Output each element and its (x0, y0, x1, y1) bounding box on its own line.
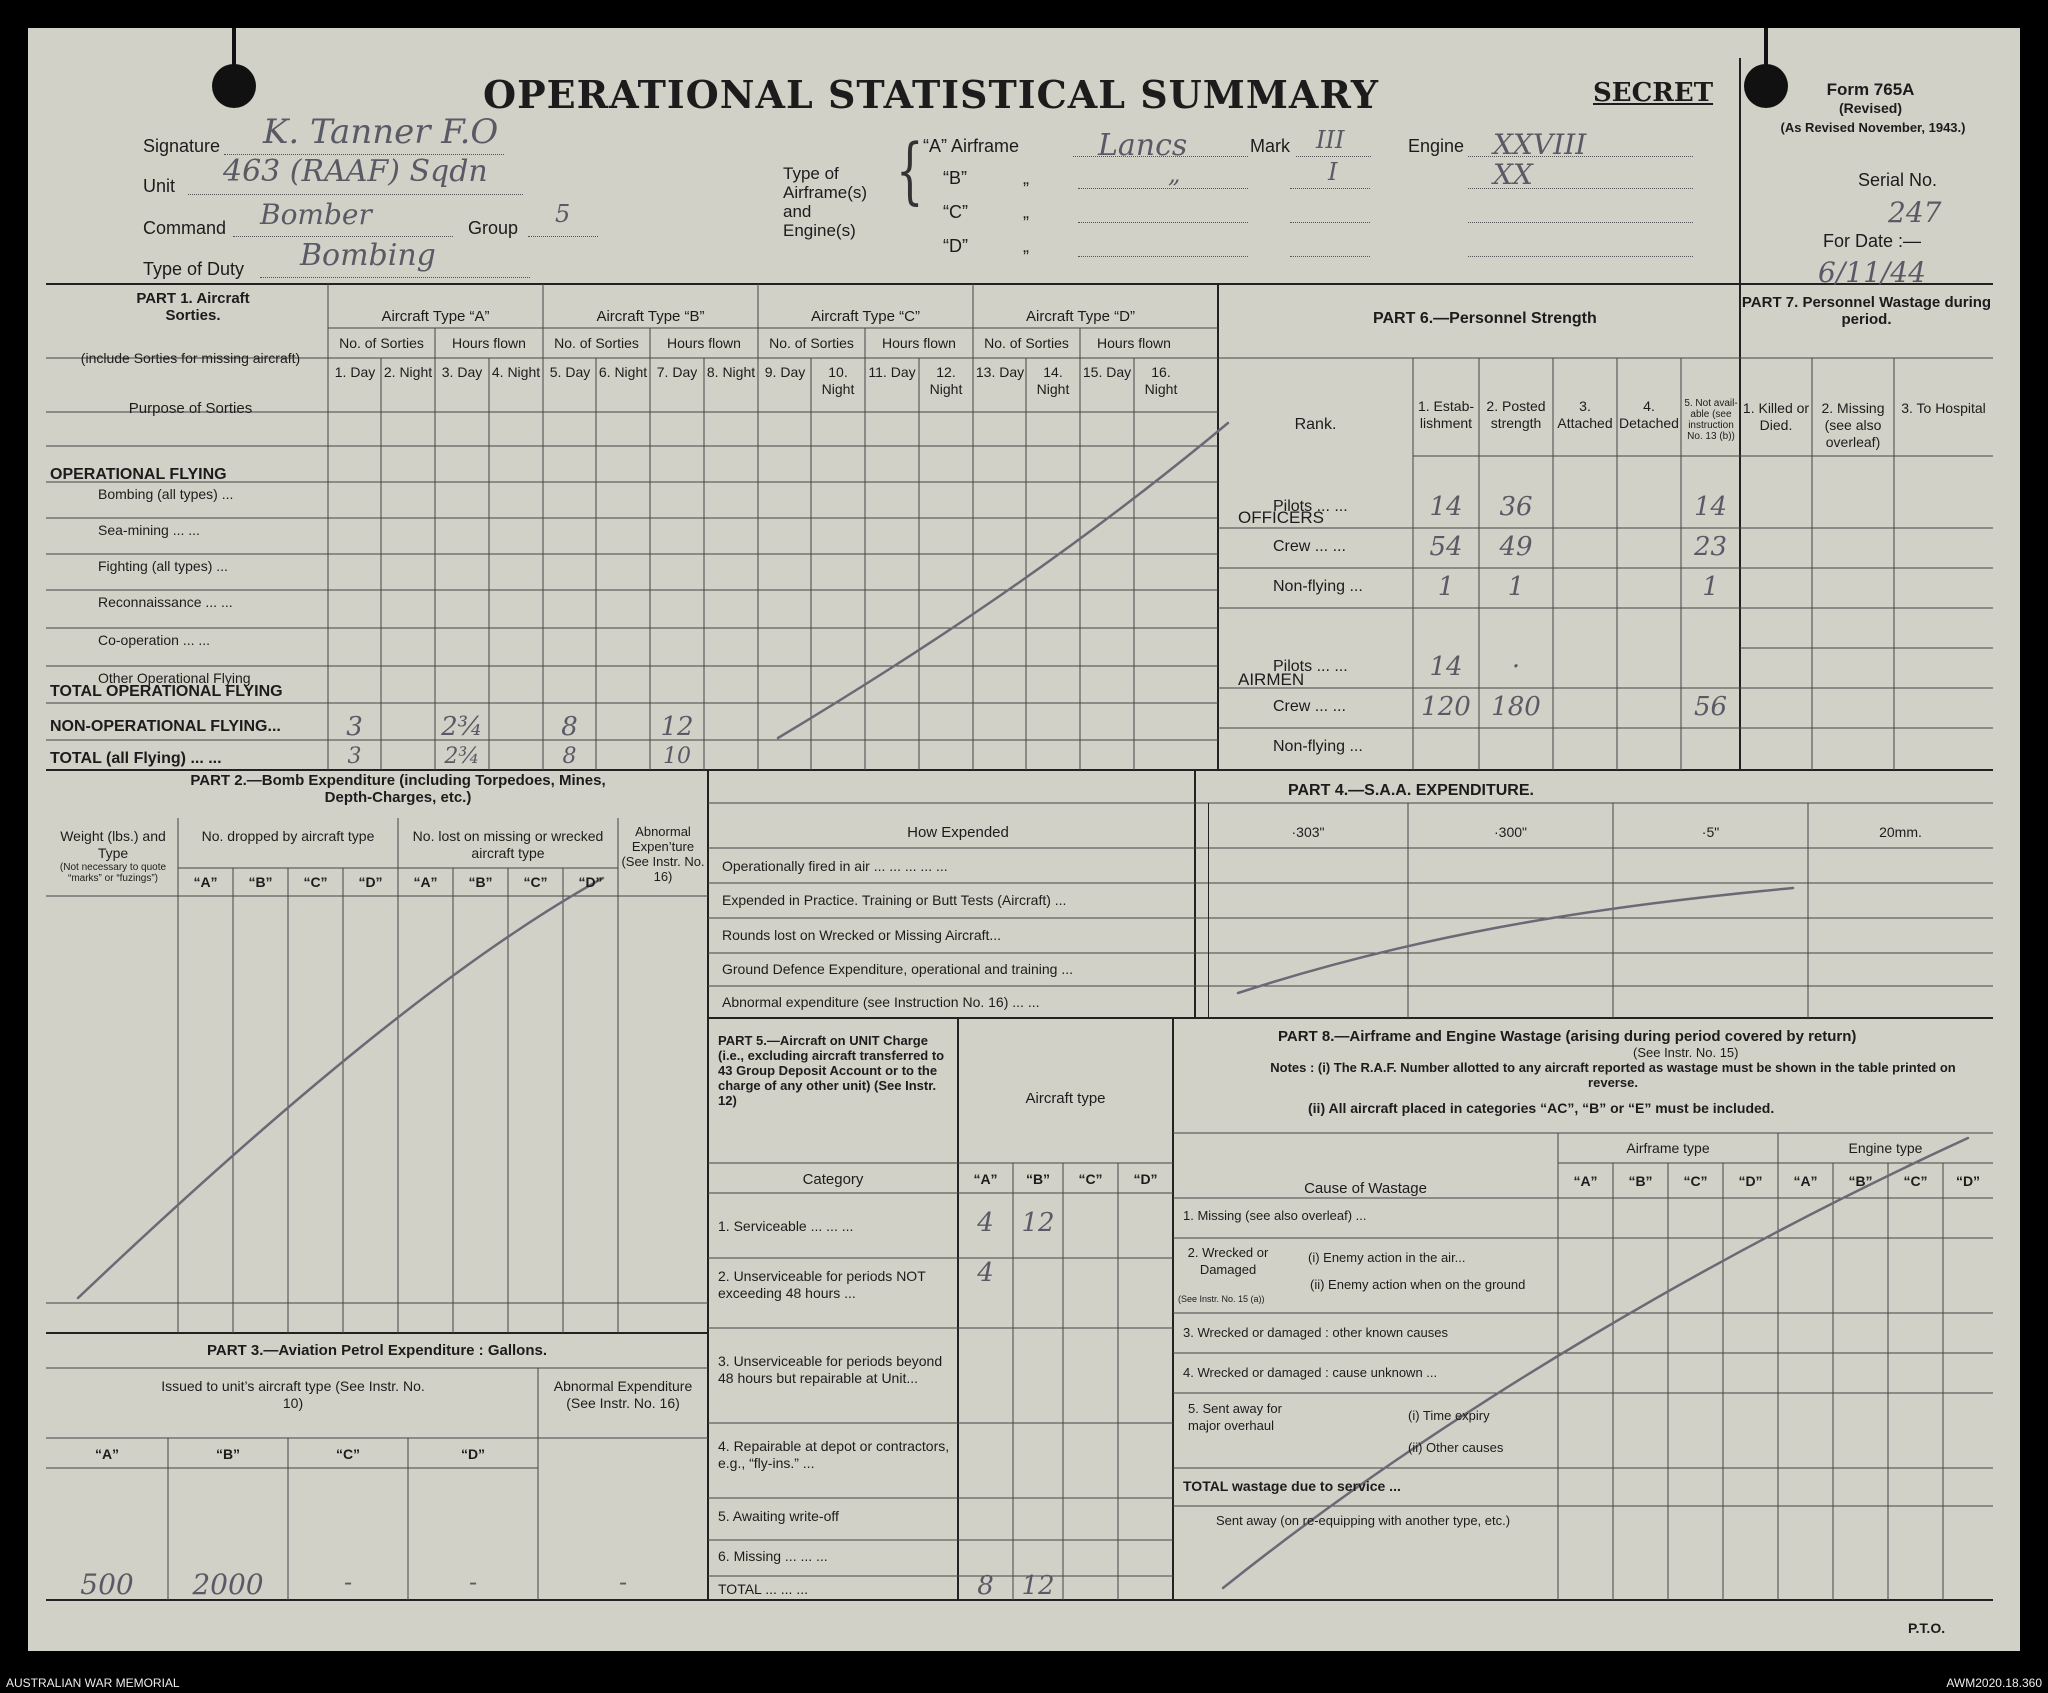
row-b-airframe[interactable]: „ (1168, 160, 1181, 188)
weight-type-col: Weight (lbs.) and Type (60, 828, 166, 861)
aircraft-count-a[interactable]: 4 (977, 1208, 994, 1238)
sortie-col-4: 4. Night (491, 364, 541, 380)
missing-col: 2. Missing (see also overleaf) (1821, 400, 1885, 450)
duty-value[interactable]: Bombing (300, 238, 436, 273)
part1-title: PART 1. Aircraft Sorties. (136, 290, 250, 324)
signature-label: Signature (143, 136, 221, 156)
airframe-engine-label: Type of Airframe(s) and Engine(s) (783, 164, 868, 240)
saa-row: Ground Defence Expenditure, operational and training ... (722, 961, 1074, 977)
wastage-type-engine: “C” (1903, 1173, 1928, 1189)
sortie-col-9: 9. Day (764, 364, 806, 380)
sortie-col-5: 5. Day (549, 364, 591, 380)
sortie-col-11: 11. Day (868, 364, 916, 380)
sortie-col-1: 1. Day (334, 364, 376, 380)
part6-title: PART 6.—Personnel Strength (1373, 310, 1597, 327)
command-line (233, 236, 453, 237)
secret-label: SECRET (1593, 78, 1714, 108)
type-a: “A” (193, 874, 218, 890)
form-revised: (Revised) (1838, 100, 1903, 116)
purpose-label: Purpose of Sorties (128, 400, 253, 417)
category-row: 5. Awaiting write-off (718, 1508, 839, 1524)
petrol-value-abnormal[interactable]: - (618, 1568, 628, 1596)
type-c: “C” (303, 874, 328, 890)
row-sea-mining: Sea-mining ... ... (98, 522, 200, 538)
type-d: “D” (578, 874, 603, 890)
wastage-type-engine: “B” (1848, 1173, 1873, 1189)
personnel-value[interactable]: 56 (1693, 692, 1728, 722)
duty-label: Type of Duty (143, 259, 245, 279)
sortie-col-2: 2. Night (383, 364, 433, 380)
saa-303: ·303" (1291, 824, 1325, 840)
row-b-key: “B” (943, 168, 967, 188)
estab-col: 1. Estab- lishment (1417, 398, 1475, 431)
part2-title: PART 2.—Bomb Expenditure (including Torpedoes, Mines, Depth-Charges, etc.) (190, 772, 606, 806)
not-available-col: 5. Not avail- able (see instruction No. 13 (b)) (1684, 398, 1738, 442)
row-d-line (1078, 256, 1248, 257)
signature-value[interactable]: K. Tanner F.O (263, 112, 499, 152)
row-a-mark-label: Mark (1250, 136, 1290, 156)
detached-col: 4. Detached (1619, 398, 1679, 431)
wastage-other-causes: 3. Wrecked or damaged : other known causes (1183, 1325, 1448, 1340)
group-label: Group (468, 218, 519, 238)
serial-value[interactable]: 247 (1888, 196, 1942, 229)
row-c-mark-line (1290, 222, 1370, 223)
form-sheet (28, 28, 2020, 1651)
aircraft-count-a[interactable]: 8 (977, 1571, 994, 1601)
airmen-heading: AIRMEN (1238, 670, 1305, 689)
category-row: 4. Repairable at depot or contractors, e.g., “fly-ins.” ... (718, 1438, 950, 1471)
no-sorties: No. of Sorties (769, 335, 854, 351)
nonop-sorties-b[interactable]: 8 (561, 712, 578, 742)
personnel-value[interactable]: 54 (1429, 532, 1463, 562)
personnel-row-label: Non-flying ... (1273, 578, 1363, 595)
sortie-col-6: 6. Night (598, 364, 648, 380)
personnel-value[interactable]: 1 (1507, 572, 1525, 602)
petrol-type-d: “D” (460, 1446, 486, 1462)
footer-right: AWM2020.18.360 (1946, 1676, 2042, 1690)
personnel-value[interactable]: · (1511, 652, 1521, 682)
wastage-type-airframe: “C” (1683, 1173, 1708, 1189)
personnel-row-label: Non-flying ... (1273, 738, 1363, 755)
personnel-value[interactable]: 1 (1702, 572, 1719, 602)
row-a-airframe[interactable]: Lancs (1098, 128, 1188, 163)
category-row: TOTAL ... ... ... (718, 1581, 808, 1597)
killed-col: 1. Killed or Died. (1742, 400, 1810, 433)
row-a-engine[interactable]: XXVIII (1493, 128, 1587, 161)
wastage-other: (ii) Other causes (1408, 1440, 1504, 1455)
wastage-time-expiry: (i) Time expiry (1408, 1408, 1490, 1423)
type-c: “C” (523, 874, 548, 890)
personnel-value[interactable]: 14 (1429, 652, 1463, 682)
petrol-value-a[interactable]: 500 (80, 1568, 134, 1601)
command-value[interactable]: Bomber (260, 198, 372, 231)
category-row: 2. Unserviceable for periods NOT exceeding 48 hours ... (718, 1268, 926, 1301)
no-sorties: No. of Sorties (339, 335, 424, 351)
saa-row: Abnormal expenditure (see Instruction No. 16) ... ... (722, 994, 1040, 1010)
wastage-overhaul: 5. Sent away for major overhaul (1188, 1401, 1282, 1433)
hours-flown: Hours flown (882, 335, 956, 351)
wastage-type-airframe: “D” (1738, 1173, 1763, 1189)
date-label: For Date :— (1823, 231, 1922, 251)
personnel-value[interactable]: 14 (1429, 492, 1463, 522)
personnel-row-label: Crew ... ... (1273, 698, 1346, 715)
sortie-col-12: 12. Night (929, 364, 963, 397)
wastage-wrecked: 2. Wrecked or Damaged (1187, 1245, 1269, 1277)
footer-left: AUSTRALIAN WAR MEMORIAL (6, 1676, 180, 1690)
row-c-line (1078, 222, 1248, 223)
aircraft-count-b[interactable]: 12 (1021, 1571, 1055, 1601)
total-value[interactable]: 8 (562, 744, 577, 769)
row-total-all-visible: TOTAL (all Flying) ... ... (50, 750, 222, 767)
op-flying-heading: OPERATIONAL FLYING (50, 466, 227, 483)
unit-value[interactable]: 463 (RAAF) Sqdn (223, 154, 488, 189)
part8-instr: (See Instr. No. 15) (1633, 1045, 1739, 1060)
p5-type-b: “B” (1025, 1171, 1051, 1187)
sortie-col-3: 3. Day (441, 364, 483, 380)
hours-flown: Hours flown (1097, 335, 1171, 351)
wastage-total: TOTAL wastage due to service ... (1183, 1478, 1401, 1494)
petrol-value-b[interactable]: 2000 (192, 1568, 264, 1601)
type-b: “B” (248, 874, 273, 890)
wastage-type-engine: “A” (1793, 1173, 1818, 1189)
personnel-value[interactable]: 1 (1437, 572, 1455, 602)
row-a-engine-label: Engine (1408, 136, 1465, 156)
petrol-type-c: “C” (335, 1446, 361, 1462)
aircraft-type-a: Aircraft Type “A” (381, 308, 490, 325)
category-row: 6. Missing ... ... ... (718, 1548, 828, 1564)
row-non-operational: NON-OPERATIONAL FLYING... (50, 718, 281, 735)
how-expended: How Expended (907, 824, 1009, 841)
total-value[interactable]: 3 (347, 744, 362, 769)
part5-title: PART 5.—Aircraft on UNIT Charge (i.e., excluding aircraft transferred to 43 Group Deposit Account or to the charge of any other unit) (See Instr. 12) (718, 1033, 945, 1108)
p5-type-d: “D” (1133, 1171, 1158, 1187)
part4-title: PART 4.—S.A.A. EXPENDITURE. (1288, 782, 1534, 799)
saa-row: Expended in Practice. Training or Butt Tests (Aircraft) ... (722, 892, 1067, 908)
airframe-type-label: Airframe type (1626, 1140, 1710, 1156)
command-label: Command (143, 218, 227, 238)
unit-line (188, 194, 523, 195)
weight-note: (Not necessary to quote “marks” or “fuzings”) (59, 862, 167, 884)
nonop-hours-b[interactable]: 12 (660, 712, 694, 742)
sortie-col-7: 7. Day (656, 364, 698, 380)
part7-title: PART 7. Personnel Wastage during period. (1741, 294, 1992, 328)
row-fighting: Fighting (all types) ... (98, 558, 228, 574)
nonop-sorties-a[interactable]: 3 (346, 712, 363, 742)
serial-label: Serial No. (1858, 170, 1938, 190)
wastage-type-airframe: “B” (1628, 1173, 1653, 1189)
row-c-engine-line (1468, 222, 1693, 223)
petrol-abnormal-col: Abnormal Expenditure (See Instr. No. 16) (553, 1378, 693, 1411)
aircraft-type-d: Aircraft Type “D” (1026, 308, 1135, 325)
wastage-type-airframe: “A” (1573, 1173, 1598, 1189)
no-sorties: No. of Sorties (984, 335, 1069, 351)
part8-note1: Notes : (i) The R.A.F. Number allotted to any aircraft reported as wastage must be shown in the table printed on reverse. (1270, 1060, 1956, 1090)
row-reconnaissance: Reconnaissance ... ... (98, 594, 233, 610)
aircraft-count-a[interactable]: 4 (977, 1258, 994, 1288)
nonop-hours-a[interactable]: 2¾ (441, 712, 483, 742)
saa-5: ·5" (1701, 824, 1720, 840)
attached-col: 3. Attached (1557, 398, 1613, 431)
brace: { (896, 128, 924, 212)
sortie-col-14: 14. Night (1036, 364, 1070, 397)
row-a-key: “A” Airframe (923, 136, 1020, 156)
row-c-key: “C” (943, 202, 968, 222)
type-a: “A” (413, 874, 438, 890)
aircraft-type-c: Aircraft Type “C” (811, 308, 920, 325)
posted-col: 2. Posted strength (1486, 398, 1546, 431)
saa-divider (1208, 803, 1209, 1018)
aircraft-type-b: Aircraft Type “B” (596, 308, 705, 325)
abnormal-col: Abnormal Expen’ture (See Instr. No. 16) (621, 824, 705, 884)
form-number: Form 765A (1826, 80, 1915, 99)
dropped-col: No. dropped by aircraft type (201, 828, 375, 844)
no-sorties: No. of Sorties (554, 335, 639, 351)
form-title: OPERATIONAL STATISTICAL SUMMARY (483, 72, 1379, 117)
personnel-row-label: Crew ... ... (1273, 538, 1346, 555)
row-co-operation: Co-operation ... ... (98, 632, 211, 648)
saa-20mm: 20mm. (1879, 824, 1922, 840)
issued-col: Issued to unit’s aircraft type (See Instr. No. 10) (161, 1378, 425, 1411)
personnel-row-label: Pilots ... ... (1273, 498, 1348, 515)
row-b-engine[interactable]: XX (1493, 158, 1533, 191)
part1-subtitle: (include Sorties for missing aircraft) (80, 350, 301, 366)
row-b-mark[interactable]: I (1328, 158, 1338, 186)
row-d-engine-line (1468, 256, 1693, 257)
petrol-value-d[interactable]: - (468, 1568, 478, 1596)
category-label: Category (802, 1171, 864, 1188)
unit-label: Unit (143, 176, 176, 196)
sortie-col-15: 15. Day (1082, 364, 1132, 380)
total-value[interactable]: 2¾ (444, 744, 480, 769)
duty-line (260, 277, 530, 278)
total-value[interactable]: 10 (663, 744, 691, 769)
row-d-key: “D” (943, 236, 968, 256)
lost-col: No. lost on missing or wrecked aircraft type (412, 828, 604, 861)
row-a-mark-line (1296, 156, 1371, 157)
group-line (528, 236, 598, 237)
category-row: 3. Unserviceable for periods beyond 48 hours but repairable at Unit... (718, 1353, 943, 1386)
personnel-value[interactable]: 36 (1499, 492, 1533, 522)
wastage-enemy-air: (i) Enemy action in the air... (1308, 1250, 1466, 1265)
form-revised-date: (As Revised November, 1943.) (1780, 120, 1966, 135)
rank-label: Rank. (1294, 416, 1337, 433)
aircraft-count-b[interactable]: 12 (1021, 1208, 1055, 1238)
row-total-operational: TOTAL OPERATIONAL FLYING (50, 683, 283, 700)
row-a-mark[interactable]: III (1316, 126, 1345, 154)
hours-flown: Hours flown (667, 335, 741, 351)
group-value[interactable]: 5 (555, 200, 571, 228)
pto-label: P.T.O. (1908, 1620, 1946, 1636)
part8-title: PART 8.—Airframe and Engine Wastage (arising during period covered by return) (1278, 1028, 1857, 1045)
personnel-row-label: Pilots ... ... (1273, 658, 1348, 675)
personnel-value[interactable]: 23 (1693, 532, 1728, 562)
personnel-value[interactable]: 14 (1693, 492, 1728, 522)
p5-type-a: “A” (973, 1171, 998, 1187)
row-b-mark-line (1290, 188, 1370, 189)
hours-flown: Hours flown (452, 335, 526, 351)
wastage-sent-away: Sent away (on re-equipping with another type, etc.) (1215, 1513, 1511, 1528)
petrol-value-c[interactable]: - (343, 1568, 353, 1596)
sortie-col-10: 10. Night (821, 364, 855, 397)
engine-type-label: Engine type (1848, 1140, 1923, 1156)
row-other-operational: Other Operational Flying (98, 670, 251, 686)
hospital-col: 3. To Hospital (1901, 400, 1986, 416)
personnel-value[interactable]: 120 (1421, 692, 1471, 722)
saa-300: ·300" (1494, 824, 1527, 840)
officers-heading: OFFICERS (1238, 508, 1324, 527)
row-b-line (1078, 188, 1248, 189)
p5-type-c: “C” (1078, 1171, 1103, 1187)
type-b: “B” (468, 874, 493, 890)
part8-note2: (ii) All aircraft placed in categories “AC”, “B” or “E” must be included. (1308, 1100, 1775, 1116)
row-b-ditto: „ (1023, 168, 1029, 188)
sortie-col-13: 13. Day (975, 364, 1025, 380)
date-value[interactable]: 6/11/44 (1818, 256, 1926, 289)
part3-title: PART 3.—Aviation Petrol Expenditure : Gallons. (206, 1342, 548, 1359)
personnel-value[interactable]: 49 (1499, 532, 1533, 562)
wastage-instr: (See Instr. No. 15 (a)) (1178, 1294, 1265, 1304)
row-d-mark-line (1290, 256, 1370, 257)
saa-row: Rounds lost on Wrecked or Missing Aircraft... (722, 927, 1002, 943)
petrol-type-a: “A” (94, 1446, 120, 1462)
sortie-col-16: 16. Night (1144, 364, 1178, 397)
cause-label: Cause of Wastage (1304, 1180, 1427, 1197)
row-bombing: Bombing (all types) ... (98, 486, 234, 502)
wastage-cause-unknown: 4. Wrecked or damaged : cause unknown ... (1183, 1365, 1438, 1380)
petrol-type-b: “B” (215, 1446, 241, 1462)
wastage-enemy-ground: (ii) Enemy action when on the ground (1310, 1277, 1526, 1292)
wastage-missing: 1. Missing (see also overleaf) ... (1183, 1208, 1367, 1223)
row-c-ditto: „ (1023, 202, 1029, 222)
sortie-col-8: 8. Night (706, 364, 756, 380)
wastage-type-engine: “D” (1955, 1173, 1981, 1189)
type-d: “D” (358, 874, 383, 890)
saa-row: Operationally fired in air ... ... ... ... ... (722, 858, 948, 874)
personnel-value[interactable]: 180 (1491, 692, 1541, 722)
category-row: 1. Serviceable ... ... ... (718, 1218, 854, 1234)
row-d-ditto: „ (1023, 236, 1029, 256)
aircraft-type-label: Aircraft type (1025, 1090, 1106, 1107)
